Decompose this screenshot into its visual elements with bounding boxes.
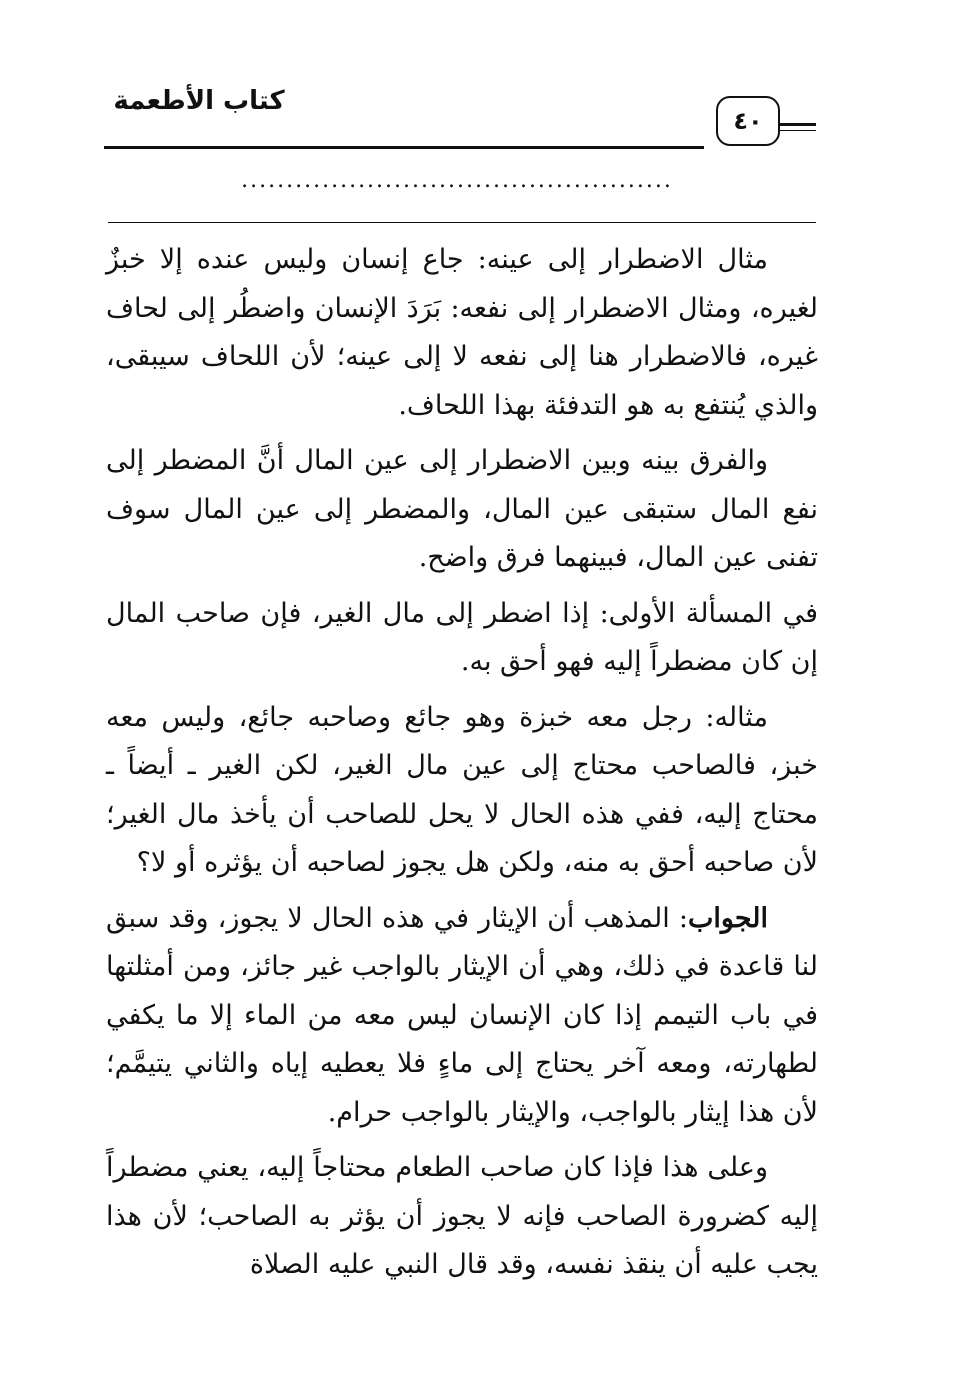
header-rule-right-thick	[780, 123, 816, 126]
paragraph	[106, 236, 818, 430]
answer-lead: الجواب	[687, 902, 768, 934]
header-rule-right-thin	[780, 130, 816, 131]
dotted-separator: ................................................	[241, 168, 673, 193]
paragraph-text: والفرق بينه وبين الاضطرار إلى عين المال أنَّ المضطر إلى نفع المال ستبقى عين المال، والمضطر إلى عين المال سوف تفنى عين المال، فبينهما فرق واضح.	[106, 445, 818, 573]
paragraph	[106, 437, 818, 583]
paragraph	[106, 694, 818, 888]
paragraph	[106, 1144, 818, 1290]
header-rule-thick	[104, 146, 704, 149]
page-header	[104, 84, 816, 154]
paragraph-text: وعلى هذا فإذا كان صاحب الطعام محتاجاً إليه، يعني مضطراً إليه كضرورة الصاحب فإنه لا يجوز أن يؤثر به الصاحب؛ لأن هذا يجب عليه أن ينقذ نفسه، وقد قال النبي عليه الصلاة	[106, 1152, 818, 1280]
paragraph-text: : المذهب أن الإيثار في هذه الحال لا يجوز، وقد سبق لنا قاعدة في ذلك، وهي أن الإيثار بالواجب غير جائز، ومن أمثلتها في باب التيمم إذا كان الإنسان ليس معه من الماء إلا ما يكفي لطهارته، ومعه آخر يحتاج إلى ماءٍ فلا يعطيه إياه والثاني يتيمَّم؛ لأن هذا إيثار بالواجب، والإيثار بالواجب حرام.	[106, 902, 818, 1128]
paragraph-text: مثاله: رجل معه خبزة وهو جائع وصاحبه جائع، وليس معه خبز، فالصاحب محتاج إلى عين مال الغير، لكن الغير ـ أيضاً ـ محتاج إليه، ففي هذه الحال لا يحل للصاحب أن يأخذ مال الغير؛ لأن صاحبه أحق به منه، ولكن هل يجوز لصاحبه أن يؤثره أو لا؟	[106, 701, 818, 878]
paragraph	[106, 895, 818, 1138]
paragraph-text: في المسألة الأولى: إذا اضطر إلى مال الغير، فإن صاحب المال إن كان مضطراً إليه فهو أحق به.	[106, 597, 818, 677]
page-number: ٤٠	[716, 96, 780, 146]
paragraph	[106, 590, 818, 687]
content-top-rule	[108, 222, 816, 223]
page-body	[106, 236, 818, 1297]
paragraph-text: مثال الاضطرار إلى عينه: جاع إنسان وليس عنده إلا خبزٌ لغيره، ومثال الاضطرار إلى نفعه: بَرَدَ الإنسان واضطُر إلى لحاف غيره، فالاضطرار هنا إلى نفعه لا إلى عينه؛ لأن اللحاف سيبقى، والذي يُنتفع به هو التدفئة بهذا اللحاف.	[106, 244, 818, 421]
book-title: كتاب الأطعمة	[113, 86, 285, 116]
